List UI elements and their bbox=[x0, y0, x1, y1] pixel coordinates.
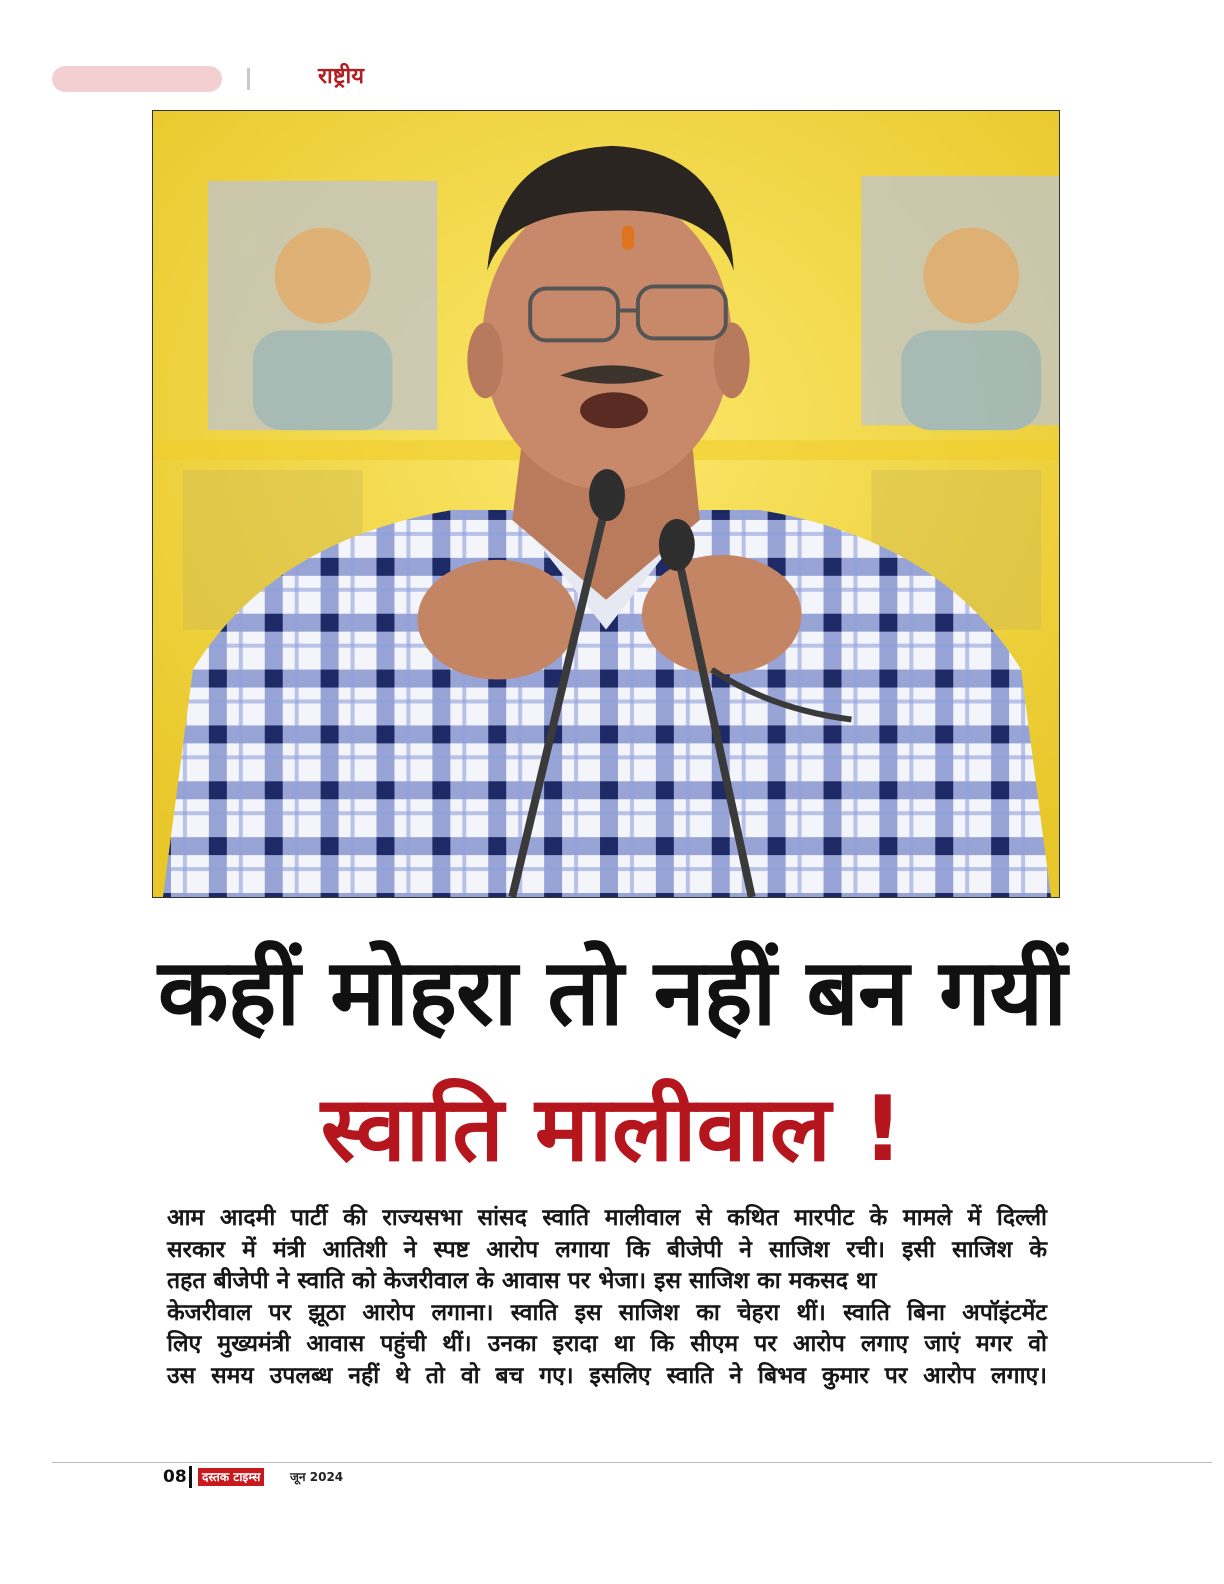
lead-line: तहत बीजेपी ने स्वाति को केजरीवाल के आवास पर भेजा। इस साजिश का मकसद था bbox=[167, 1268, 877, 1294]
magazine-logo: दस्तक टाइम्स bbox=[198, 1468, 264, 1486]
lead-line: लिए मुख्यमंत्री आवास पहुंची थीं। उनका इरादा था कि सीएम पर आरोप लगाए जाएं मगर वो bbox=[167, 1331, 1047, 1357]
footer-rule bbox=[52, 1462, 1212, 1463]
lead-line: सरकार में मंत्री आतिशी ने स्पष्ट आरोप लगाया कि बीजेपी ने साजिश रची। इसी साजिश के bbox=[167, 1236, 1047, 1263]
lead-line: केजरीवाल पर झूठा आरोप लगाना। स्वाति इस साजिश का चेहरा थीं। स्वाति बिना अपॉइंटमेंट bbox=[167, 1299, 1047, 1326]
header-pill-decoration bbox=[52, 66, 222, 92]
footer-divider bbox=[189, 1466, 192, 1488]
lead-line: आम आदमी पार्टी की राज्यसभा सांसद स्वाति मालीवाल से कथित मारपीट के मामले में दिल्ली bbox=[167, 1205, 1047, 1231]
headline-subject: स्वाति मालीवाल ! bbox=[320, 1077, 904, 1182]
header-separator bbox=[247, 68, 250, 90]
background-poster-right bbox=[861, 176, 1059, 430]
hero-photo bbox=[152, 110, 1060, 898]
speaker-illustration bbox=[153, 111, 1059, 897]
lead-line: उस समय उपलब्ध नहीं थे तो वो बच गए। इसलिए स्वाति ने बिभव कुमार पर आरोप लगाए। bbox=[167, 1362, 1047, 1389]
background-poster-left bbox=[208, 181, 437, 430]
lead-paragraph bbox=[167, 1203, 1047, 1392]
section-label: राष्ट्रीय bbox=[318, 64, 365, 89]
page-number: 08 bbox=[163, 1467, 187, 1487]
issue-date: जून 2024 bbox=[290, 1470, 344, 1484]
headline-main: कहीं मोहरा तो नहीं बन गयीं bbox=[157, 939, 1067, 1046]
